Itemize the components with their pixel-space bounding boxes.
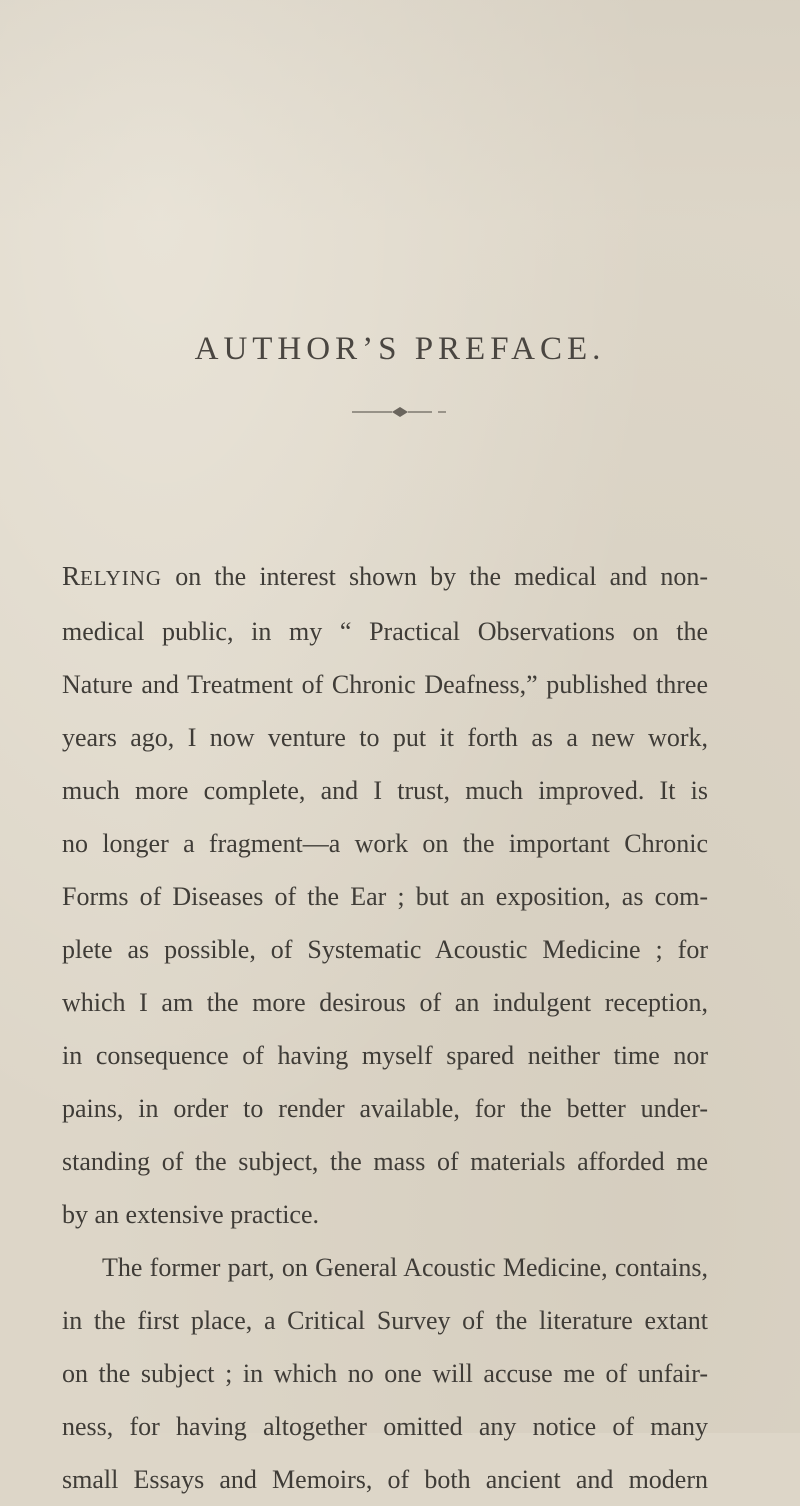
text-line: small Essays and Memoirs, of both ancient and modern	[62, 1465, 708, 1494]
text-line: in consequence of having myself spared neither time nor	[62, 1041, 708, 1070]
text-line: RELYING on the interest shown by the medical and non-	[62, 561, 708, 591]
text-line: The former part, on General Acoustic Medicine, contains,	[102, 1253, 708, 1282]
text-line: medical public, in my “ Practical Observations on the	[62, 617, 708, 646]
dropword-cap: R	[62, 561, 81, 591]
text-line: Forms of Diseases of the Ear ; but an exposition, as com-	[62, 882, 708, 911]
text-line: by an extensive practice.	[62, 1200, 319, 1229]
text-line: standing of the subject, the mass of materials afforded me	[62, 1147, 708, 1176]
diamond-rule-icon	[350, 404, 450, 420]
text-line: Nature and Treatment of Chronic Deafness,” published three	[62, 670, 708, 699]
page-title: AUTHOR’S PREFACE.	[194, 331, 606, 367]
paragraph-1	[62, 550, 708, 1241]
text-line: on the subject ; in which no one will accuse me of unfair-	[62, 1359, 708, 1388]
text-line: in the first place, a Critical Survey of the literature extant	[62, 1306, 708, 1335]
text-line: no longer a fragment—a work on the important Chronic	[62, 829, 708, 858]
dropword-rest: ELYING	[80, 566, 163, 590]
preface-body	[62, 550, 708, 1506]
text-line: years ago, I now venture to put it forth as a new work,	[62, 723, 708, 752]
show-through-shadow	[0, 0, 800, 230]
text-line: much more complete, and I trust, much improved. It is	[62, 776, 708, 805]
text-line: which I am the more desirous of an indulgent reception,	[62, 988, 708, 1017]
text-line: plete as possible, of Systematic Acoustic Medicine ; for	[62, 935, 708, 964]
paragraph-2	[62, 1241, 708, 1506]
text-line: pains, in order to render available, for the better under-	[62, 1094, 708, 1123]
text-line: ness, for having altogether omitted any notice of many	[62, 1412, 708, 1441]
